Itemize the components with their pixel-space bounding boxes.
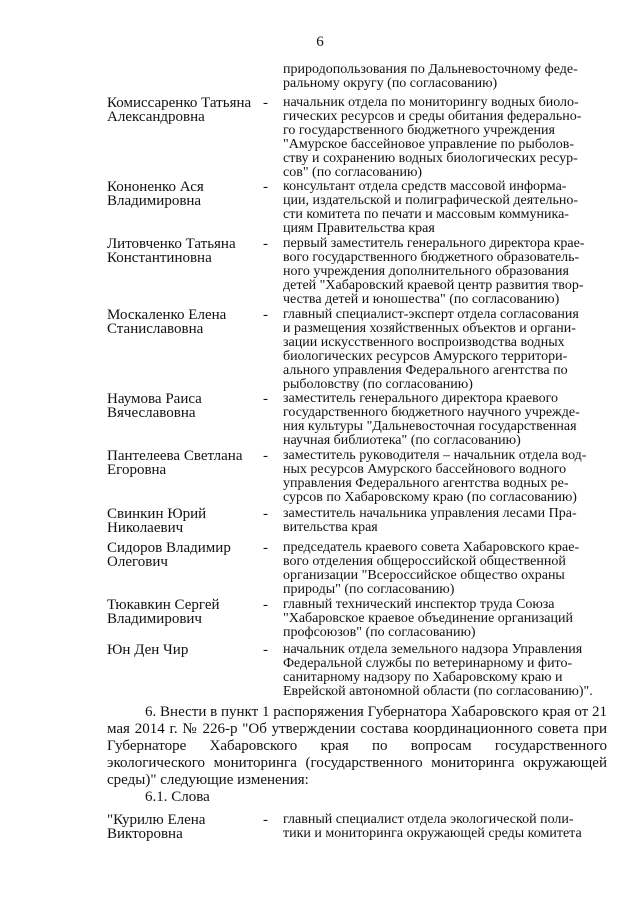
dash: - xyxy=(263,540,268,556)
member-description: начальник отдела земельного надзора Управления Федеральной службы по ветеринарному и фито- санитарному надзору по Хабаровскому краю и Еврейской автономной области (по согласованию)". xyxy=(283,642,593,699)
continuation-text: природопользования по Дальневосточному феде- ральному округу (по согласованию) xyxy=(283,62,578,91)
dash: - xyxy=(263,812,268,828)
member-description: заместитель генерального директора краевого государственного бюджетного научного учрежде- ния культуры "Дальневосточная государственная научная библиотека" (по согласованию) xyxy=(283,391,580,448)
dash: - xyxy=(263,179,268,195)
dash: - xyxy=(263,448,268,464)
paragraph-6-text: 6. Внести в пункт 1 распоряжения Губернатора Хабаровского края от 21 мая 2014 г. № 226-р "Об утверждении состава координационного совета при Губернаторе Хабаровского края по вопросам государственного экологического мониторинга (государственного мониторинга окружающей среды)" следующие изменения: xyxy=(107,704,607,788)
dash: - xyxy=(263,95,268,111)
member-description: главный специалист отдела экологической поли- тики и мониторинга окружающей среды комитета xyxy=(283,812,582,841)
member-description: начальник отдела по мониторингу водных биоло- гических ресурсов и среды обитания федерально- го государственного бюджетного учреждения "Амурское бассейновое управление по рыболов- ству и сохранению водных биологических ресур- сов" (по согласованию) xyxy=(283,95,582,180)
member-description: консультант отдела средств массовой информа- ции, издательской и полиграфической деятельно- сти комитета по печати и массовым коммуника- циям Правительства края xyxy=(283,179,579,236)
dash: - xyxy=(263,307,268,323)
member-name: Москаленко Елена Станиславовна xyxy=(107,307,227,337)
member-name: Свинкин Юрий Николаевич xyxy=(107,506,207,536)
dash: - xyxy=(263,597,268,613)
member-name: Наумова Раиса Вячеславовна xyxy=(107,391,202,421)
member-description: заместитель руководителя – начальник отдела вод- ных ресурсов Амурского бассейнового водного управления Федерального агентства водных ре- сурсов по Хабаровскому краю (по согласованию) xyxy=(283,448,587,505)
member-name: Юн Ден Чир xyxy=(107,642,189,658)
member-description: главный технический инспектор труда Союза "Хабаровское краевое объединение организаций профсоюзов" (по согласованию) xyxy=(283,597,573,640)
member-name: Кононенко Ася Владимировна xyxy=(107,179,204,209)
dash: - xyxy=(263,391,268,407)
paragraph-6-1-text: 6.1. Слова xyxy=(145,789,210,805)
member-description: главный специалист-эксперт отдела согласования и размещения хозяйственных объектов и органи- зации искусственного воспроизводства водных биологических ресурсов Амурского территори- ального управления Федерального агентства по рыболовству (по согласованию) xyxy=(283,307,579,392)
member-name: Тюкавкин Сергей Владимирович xyxy=(107,597,220,627)
member-name: Литовченко Татьяна Константиновна xyxy=(107,236,236,266)
dash: - xyxy=(263,236,268,252)
member-description: первый заместитель генерального директора крае- вого государственного бюджетного образователь- ного учреждения дополнительного образования детей "Хабаровский краевой центр развития твор- чества детей и юношества" (по согласованию) xyxy=(283,236,585,307)
member-name: Комиссаренко Татьяна Александровна xyxy=(107,95,252,125)
page-number: 6 xyxy=(316,34,324,50)
member-description: заместитель начальника управления лесами Пра- вительства края xyxy=(283,506,577,535)
member-name: Сидоров Владимир Олегович xyxy=(107,540,231,570)
member-description: председатель краевого совета Хабаровского крае- вого отделения общероссийской общественной организации "Всероссийское общество охраны природы" (по согласованию) xyxy=(283,540,580,597)
member-name: Пантелеева Светлана Егоровна xyxy=(107,448,243,478)
paragraph-6-1 xyxy=(107,789,607,806)
dash: - xyxy=(263,642,268,658)
member-name: "Курилю Елена Викторовна xyxy=(107,812,206,842)
dash: - xyxy=(263,506,268,522)
paragraph-6 xyxy=(107,704,607,789)
